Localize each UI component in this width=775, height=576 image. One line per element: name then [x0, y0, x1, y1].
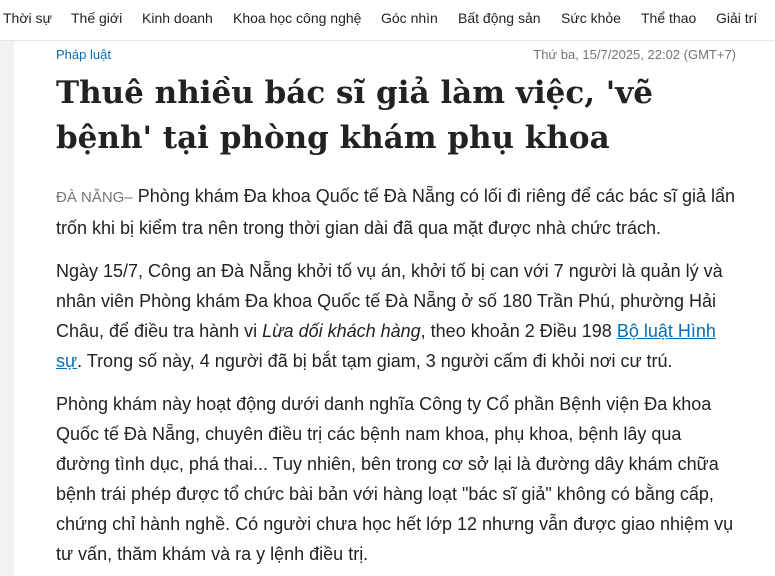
nav-item-thoi-su[interactable]: Thời sự [3, 10, 52, 26]
category-link[interactable]: Pháp luật [56, 47, 111, 62]
article-meta [56, 47, 736, 63]
article-lead [56, 181, 736, 243]
paragraph-1-italic: Lừa dối khách hàng [262, 321, 421, 341]
paragraph-1-mid: , theo khoản 2 Điều 198 [420, 321, 617, 341]
nav-item-the-thao[interactable]: Thể thao [641, 10, 697, 26]
lead-location: ĐÀ NẴNG– [56, 189, 133, 206]
nav-item-goc-nhin[interactable]: Góc nhìn [381, 10, 438, 26]
left-sidebar-strip [0, 41, 14, 576]
article-title: Thuê nhiều bác sĩ giả làm việc, 'vẽ bệnh' tại phòng khám phụ khoa [56, 75, 654, 156]
nav-item-bat-dong-san[interactable]: Bất động sản [458, 10, 541, 26]
article-paragraph-2: Phòng khám này hoạt động dưới danh nghĩa Công ty Cổ phần Bệnh viện Đa khoa Quốc tế Đà Nẵng, chuyên điều trị các bệnh nam khoa, phụ khoa, bệnh lây qua đường tình dục, phá thai... Tuy nhiên, bên trong cơ sở lại là đường dây khám chữa bệnh trái phép được tổ chức bài bản với hàng loạt "bác sĩ giả" không có bằng cấp, chứng chỉ hành nghề. Có người chưa học hết lớp 12 nhưng vẫn được giao nhiệm vụ tư vấn, thăm khám và ra y lệnh điều trị. [56, 394, 734, 564]
nav-item-kinh-doanh[interactable]: Kinh doanh [142, 10, 213, 26]
nav-item-the-gioi[interactable]: Thế giới [71, 10, 123, 26]
lead-text: Phòng khám Đa khoa Quốc tế Đà Nẵng có lối đi riêng để các bác sĩ giả lẩn trốn khi bị kiểm tra nên trong thời gian dài đã qua mặt được nhà chức trách. [56, 186, 736, 238]
law-link[interactable]: Bộ luật Hình sự [56, 321, 716, 371]
publish-date: Thứ ba, 15/7/2025, 22:02 (GMT+7) [533, 47, 736, 62]
nav-item-suc-khoe[interactable]: Sức khỏe [561, 10, 621, 26]
top-navigation [0, 0, 775, 41]
paragraph-1-end: . Trong số này, 4 người đã bị bắt tạm giam, 3 người cấm đi khỏi nơi cư trú. [77, 351, 673, 371]
nav-item-khoa-hoc-cong-nghe[interactable]: Khoa học công nghệ [233, 10, 362, 26]
article-paragraph-1 [56, 256, 736, 376]
paragraph-1-text: Ngày 15/7, Công an Đà Nẵng khởi tố vụ án, khởi tố bị can với 7 người là quản lý và nhân viên Phòng khám Đa khoa Quốc tế Đà Nẵng ở số 180 Trần Phú, phường Hải Châu, để điều tra hành vi [56, 261, 723, 341]
nav-item-giai-tri[interactable]: Giải trí [716, 10, 758, 26]
